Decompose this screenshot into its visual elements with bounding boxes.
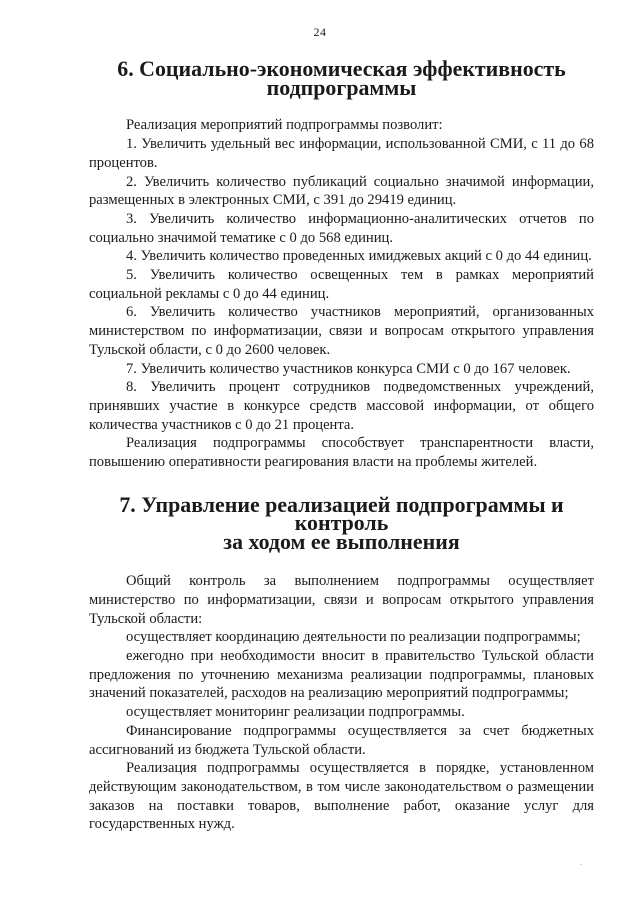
section-7-paragraph-1: Общий контроль за выполнением подпрограммы осуществляет министерство по информатизации, связи и вопросам открытого управления Тульской области: [89, 573, 594, 627]
section-7-heading-line-1: 7. Управление реализацией подпрограммы и контроль [119, 491, 564, 536]
section-6-item-4: 4. Увеличить количество проведенных имиджевых акций с 0 до 44 единиц. [126, 248, 592, 265]
section-7-paragraph-2: осуществляет координацию деятельности по реализации подпрограммы; [126, 629, 581, 646]
section-6-conclusion: Реализация подпрограммы способствует транспарентности власти, повышению оперативности реагирования власти на проблемы жителей. [89, 435, 594, 471]
section-6-item-8: 8. Увеличить процент сотрудников подведомственных учреждений, принявших участие в конкурсе средств массовой информации, от общего количества участников с 0 до 21 процента. [89, 379, 594, 433]
scan-artifact-mark: . [580, 858, 582, 867]
section-7-heading [89, 491, 594, 554]
page-content [89, 56, 594, 834]
section-7-paragraph-4: осуществляет мониторинг реализации подпрограммы. [126, 704, 465, 721]
section-7-heading-line-2: за ходом ее выполнения [223, 528, 460, 554]
section-6-item-1: 1. Увеличить удельный вес информации, использованной СМИ, с 11 до 68 процентов. [89, 136, 594, 171]
section-6-item-5: 5. Увеличить количество освещенных тем в рамках мероприятий социальной рекламы с 0 до 44 единиц. [89, 267, 594, 302]
section-6-item-2: 2. Увеличить количество публикаций социально значимой информации, размещенных в электронных СМИ, с 391 до 29419 единиц. [89, 173, 594, 209]
section-6-item-3: 3. Увеличить количество информационно-аналитических отчетов по социально значимой тематике с 0 до 568 единиц. [89, 210, 594, 246]
section-6-heading: 6. Социально-экономическая эффективность подпрограммы [117, 56, 566, 100]
section-7-paragraph-6: Реализация подпрограммы осуществляется в порядке, установленном действующим законодательством, в том числе законодательством о размещении заказов на поставки товаров, выполнение работ, оказание услуг для государственных нужд. [89, 760, 594, 833]
section-7-paragraph-5: Финансирование подпрограммы осуществляется за счет бюджетных ассигнований из бюджета Тульской области. [89, 722, 594, 758]
section-6-item-6: 6. Увеличить количество участников мероприятий, организованных министерством по информатизации, связи и вопросам открытого управления Тульской области, с 0 до 2600 человек. [89, 304, 594, 358]
section-6-intro: Реализация мероприятий подпрограммы позволит: [126, 117, 443, 134]
section-6-item-7: 7. Увеличить количество участников конкурса СМИ с 0 до 167 человек. [126, 360, 571, 377]
section-7-paragraph-3: ежегодно при необходимости вносит в правительство Тульской области предложения по уточнению механизма реализации подпрограммы, плановых значений показателей, расходов на реализацию мероприятий подпрограммы; [89, 648, 594, 702]
page-number: 24 [313, 25, 327, 39]
